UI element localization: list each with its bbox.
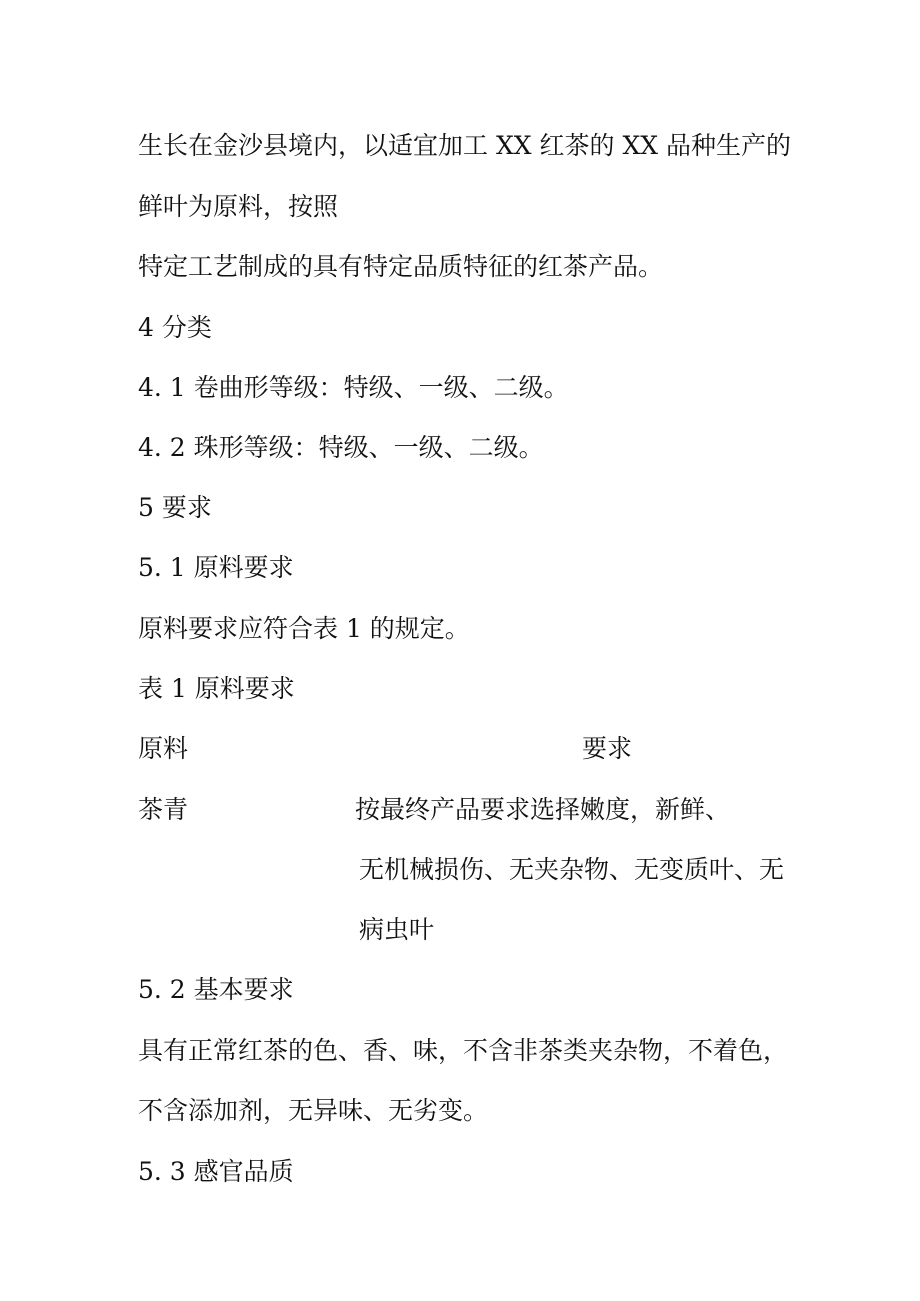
section-5-2-line-2: 不含添加剂，无异味、无劣变。: [138, 1096, 489, 1125]
section-4-heading: 4 分类: [138, 313, 212, 342]
section-5-2-heading: 5. 2 基本要求: [138, 975, 294, 1004]
section-5-1-text: 原料要求应符合表 1 的规定。: [138, 614, 470, 643]
section-5-1-heading: 5. 1 原料要求: [138, 553, 294, 582]
section-5-3-heading: 5. 3 感官品质: [138, 1157, 294, 1186]
section-4-2-item: 4. 2 珠形等级：特级、一级、二级。: [138, 433, 544, 462]
section-5-heading: 5 要求: [138, 493, 212, 522]
table-cell-requirement-line-1: 按最终产品要求选择嫩度，新鲜、: [355, 795, 731, 824]
intro-line-1: 生长在金沙县境内，以适宜加工 XX 红茶的 XX 品种生产的: [138, 131, 791, 160]
table-header-material: 原料: [138, 734, 189, 763]
table-1-caption: 表 1 原料要求: [138, 674, 295, 703]
intro-line-3: 特定工艺制成的具有特定品质特征的红茶产品。: [138, 252, 664, 281]
table-header-requirement: 要求: [582, 734, 633, 763]
table-cell-requirement-line-3: 病虫叶: [359, 915, 435, 944]
table-cell-requirement-line-2: 无机械损伤、无夹杂物、无变质叶、无: [359, 855, 785, 884]
table-cell-material: 茶青: [138, 795, 189, 824]
section-5-2-line-1: 具有正常红茶的色、香、味，不含非茶类夹杂物，不着色，: [138, 1036, 789, 1065]
intro-line-2: 鲜叶为原料，按照: [138, 192, 339, 221]
section-4-1-item: 4. 1 卷曲形等级：特级、一级、二级。: [138, 373, 569, 402]
